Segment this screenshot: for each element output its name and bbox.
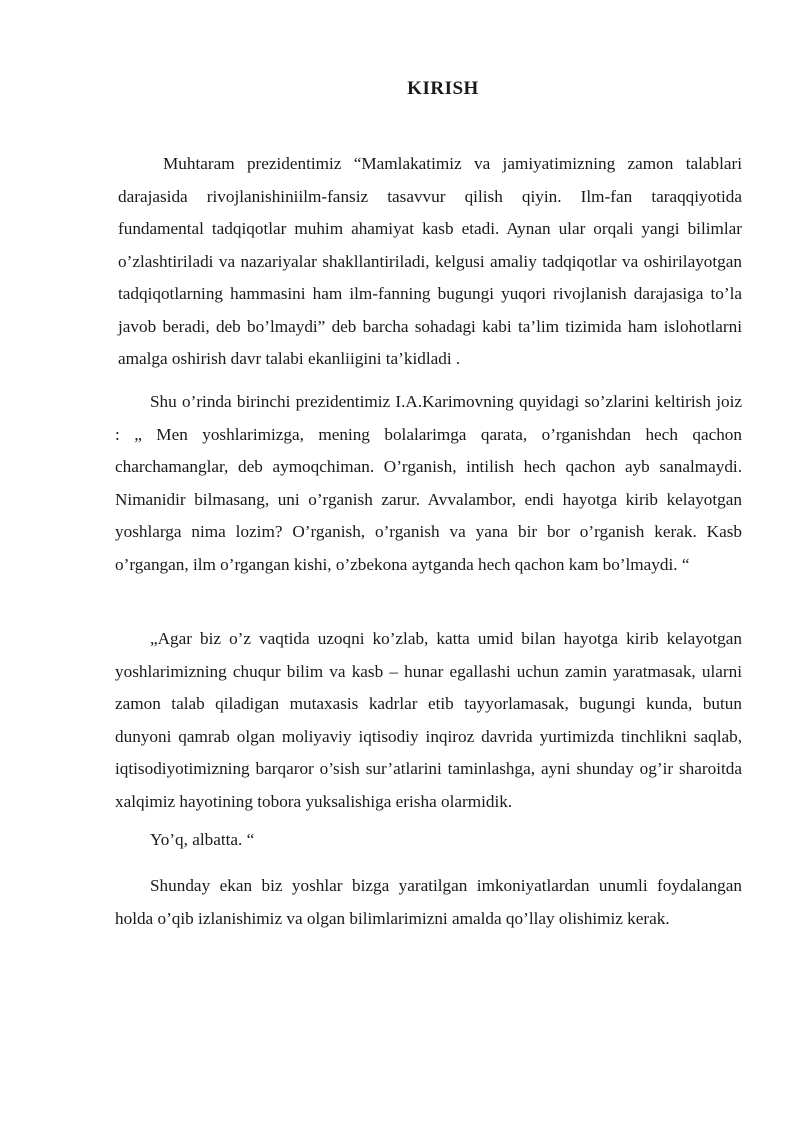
paragraph-1: Muhtaram prezidentimiz “Mamlakatimiz va jamiyatimizning zamon talablari darajasida rivojlanishiniilm-fansiz tasavvur qilish qiyin. Ilm-fan taraqqiyotida fundamental tadqiqotlar muhim ahamiyat kasb etadi. Aynan ular orqali yangi bilimlar o’zlashtiriladi va nazariyalar shakllantiriladi, kelgusi amaliy tadqiqotlar va oshirilayotgan tadqiqotlarning hammasini ham ilm-fanning bugungi yuqori rivojlanish darajasiga to’la javob beradi, deb bo’lmaydi” deb barcha sohadagi kabi ta’lim tizimida ham islohotlarni amalga oshirish davr talabi ekanliigini ta’kidladi . [118,154,742,368]
paragraph-4: Yo’q, albatta. “ [150,830,255,849]
paragraph-3: „Agar biz o’z vaqtida uzoqni ko’zlab, katta umid bilan hayotga kirib kelayotgan yoshlarimizning chuqur bilim va kasb – hunar egallashi uchun zamin yaratmasak, ularni zamon talab qiladigan mutaxasis kadrlar etib tayyorlamasak, bugungi kunda, butun dunyoni qamrab olgan moliyaviy iqtisodiy inqiroz davrida yurtimizda tinchlikni saqlab, iqtisodiyotimizning barqaror o’sish sur’atlarini taminlashga, ayni shunday og’ir sharoitda xalqimiz hayotining tobora yuksalishiga erisha olarmidik. [115,629,742,811]
paragraph-2: Shu o’rinda birinchi prezidentimiz I.A.Karimovning quyidagi so’zlarini keltirish joiz : „ Men yoshlarimizga, mening bolalarimga qarata, o’rganishdan hech qachon charchamanglar, deb aymoqchiman. O’rganish, intilish hech qachon ayb sanalmaydi. Nimanidir bilmasang, uni o’rganish zarur. Avvalambor, endi hayotga kirib kelayotgan yoshlarga nima lozim? O’rganish, o’rganish va yana bir bor o’rganish kerak. Kasb o’rgangan, ilm o’rgangan kishi, o’zbekona aytganda hech qachon kam bo’lmaydi. “ [115,392,742,574]
paragraph-5: Shunday ekan biz yoshlar bizga yaratilgan imkoniyatlardan unumli foydalangan holda o’qib izlanishimiz va olgan bilimlarimizni amalda qo’llay olishimiz kerak. [115,876,742,928]
page-title: KIRISH [407,78,479,99]
